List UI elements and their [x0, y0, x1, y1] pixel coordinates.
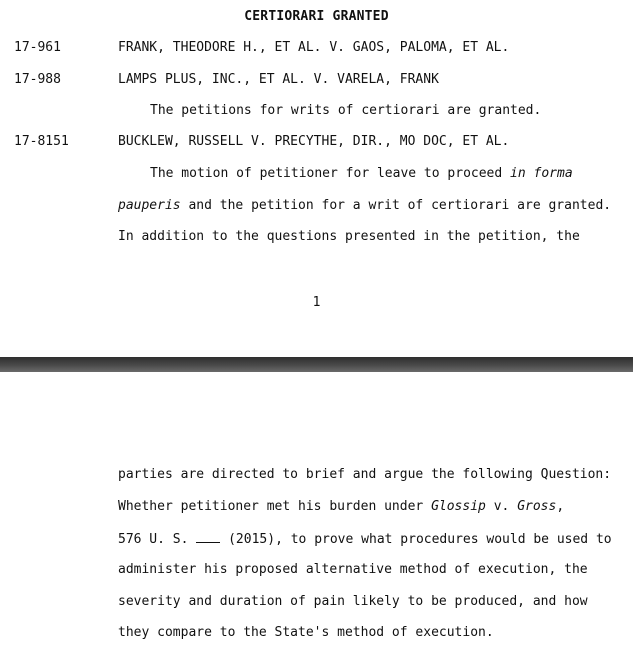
order-text-line: In addition to the questions presented in the petition, the [118, 229, 580, 244]
docket-number: 17-988 [14, 72, 61, 87]
order-text-run: , [556, 499, 565, 514]
order-text-line: administer his proposed alternative method of execution, the [118, 562, 588, 577]
order-text-run: v. [485, 499, 518, 514]
docket-number: 17-961 [14, 40, 61, 55]
case-caption: BUCKLEW, RUSSELL V. PRECYTHE, DIR., MO DOC, ET AL. [118, 134, 510, 149]
order-text-line: parties are directed to brief and argue the following Question: [118, 467, 612, 482]
docket-number: 17-8151 [14, 134, 69, 149]
order-text-line [118, 531, 612, 548]
case-name: Gross [517, 499, 557, 514]
order-text-line: they compare to the State's method of execution. [118, 625, 494, 640]
case-caption: FRANK, THEODORE H., ET AL. V. GAOS, PALOMA, ET AL. [118, 40, 510, 55]
order-text-line: severity and duration of pain likely to be produced, and how [118, 594, 588, 609]
latin-term: pauperis [118, 198, 181, 213]
order-text-line [118, 198, 611, 214]
section-heading: CERTIORARI GRANTED [244, 9, 389, 24]
order-text-run: and the petition for a writ of certiorari are granted. [180, 198, 612, 213]
order-text-line [118, 499, 564, 515]
latin-term: in forma [510, 166, 573, 181]
order-text-run: The motion of petitioner for leave to proceed [150, 166, 511, 181]
order-text-run: 576 U. S. [118, 532, 197, 547]
page-number: 1 [312, 295, 321, 310]
order-text-run: Whether petitioner met his burden under [118, 499, 432, 514]
order-text-line [150, 166, 573, 182]
document-page-2 [0, 372, 633, 647]
page-separator [0, 357, 633, 372]
case-name: Glossip [431, 499, 486, 514]
order-text-run: (2015), to prove what procedures would be used to [220, 532, 612, 547]
order-text: The petitions for writs of certiorari are granted. [150, 103, 542, 118]
citation-blank [196, 531, 220, 543]
case-caption: LAMPS PLUS, INC., ET AL. V. VARELA, FRANK [118, 72, 439, 87]
